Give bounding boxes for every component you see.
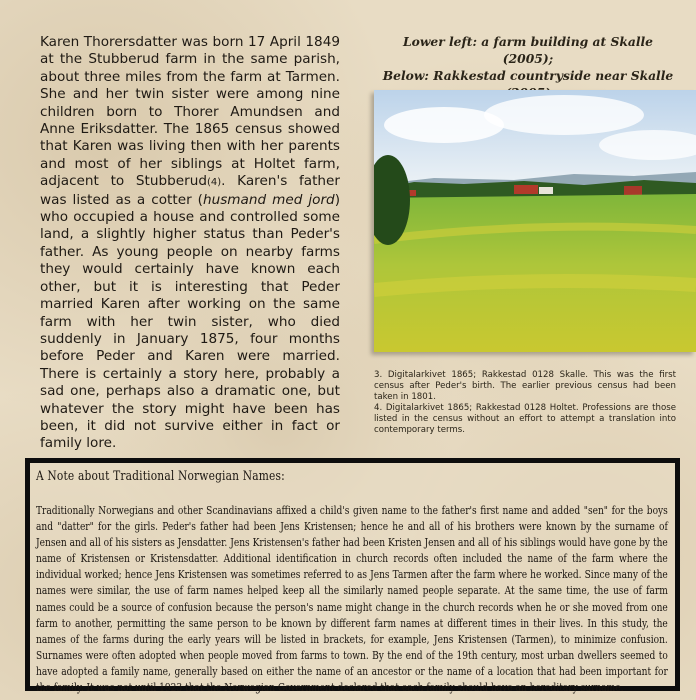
- caption-line-1: Lower left: a farm building at Skalle (2005);: [402, 34, 653, 66]
- countryside-photo: [374, 90, 696, 352]
- story-paragraph: [40, 34, 340, 453]
- footnote-ref-4: (4): [206, 177, 222, 189]
- footnotes: [374, 370, 676, 436]
- note-title: A Note about Traditional Norwegian Names:: [36, 469, 285, 484]
- names-note-box: [25, 458, 680, 695]
- story-text-3: ) who occupied a house and controlled some land, a slightly higher status than Peder's father. As young people on nearby farms they would certainly have known each other, but it is interesting that Peder married Karen after working on the same farm with her twin sister, who died suddenly in January 1875, four months before Peder and Karen were married. There is certainly a story here, probably a sad one, perhaps also a dramatic one, but whatever the story might have been has been, it did not survive either in fact or family lore.: [40, 191, 340, 452]
- field: [374, 194, 696, 352]
- cloud: [484, 95, 644, 135]
- story-text-1: Karen Thorersdatter was born 17 April 1849 at the Stubberud farm in the same parish, about three miles from the farm at Tarmen. She and her twin sister were among nine children born to Thorer Amundsen and Anne Eriksdatter. The 1865 census showed that Karen was living then with her parents and most of her siblings at Holtet farm, adjacent to Stubberud: [40, 34, 340, 190]
- footnote-3: 3. Digitalarkivet 1865; Rakkestad 0128 Skalle. This was the first census after Peder's birth. The earlier previous census had been taken in 1801.: [374, 370, 676, 402]
- story-text-2: . Karen's father was listed as a cotter (: [40, 173, 340, 208]
- red-barn: [624, 186, 642, 195]
- landscape-illustration: [374, 90, 696, 352]
- red-barn: [514, 185, 538, 194]
- footnote-4: 4. Digitalarkivet 1865; Rakkestad 0128 Holtet. Professions are those listed in the census without an effort to attempt a translation into contemporary terms.: [374, 403, 676, 435]
- white-house: [539, 187, 553, 194]
- note-body: Traditionally Norwegians and other Scandinavians affixed a child's given name to the father's first name and added "sen" for the boys and "datter" for the girls. Peder's father had been Jens Kristensen; hence he and all of his brothers were known by the surname of Jensen and all of his sisters as Jensdatter. Jens Kristensen's father had been Kristen Jensen and all of his siblings would have gone by the name of Kristensen or Kristensdatter. Additional identification in church records often included the name of the farm where the individual worked; hence Jens Kristensen was sometimes referred to as Jens Tarmen after the farm where he worked. Since many of the names were similar, the use of farm names helped keep all the similarly named people separate. At the same time, the use of farm names could be a source of confusion because the person's name might change in the church records when he or she moved from one farm to another, permitting the same person to be known by different farm names at different times in their lives. In this study, the names of the farms during the early years will be listed in brackets, for example, Jens Kristensen (Tarmen), to minimize confusion. Surnames were often adopted when people moved from farms to town. By the end of the 19th century, most urban dwellers seemed to have adopted a family name, generally based on either the name of an ancestor or the name of a location that had been important for the family. It was not until 1923 that the Norwegian Government declared that each family should have an hereditary surname.: [36, 504, 668, 695]
- story-italic-term: husmand med jord: [202, 191, 335, 208]
- caption-line-2: Below: Rakkestad countryside near Skalle: [382, 68, 674, 83]
